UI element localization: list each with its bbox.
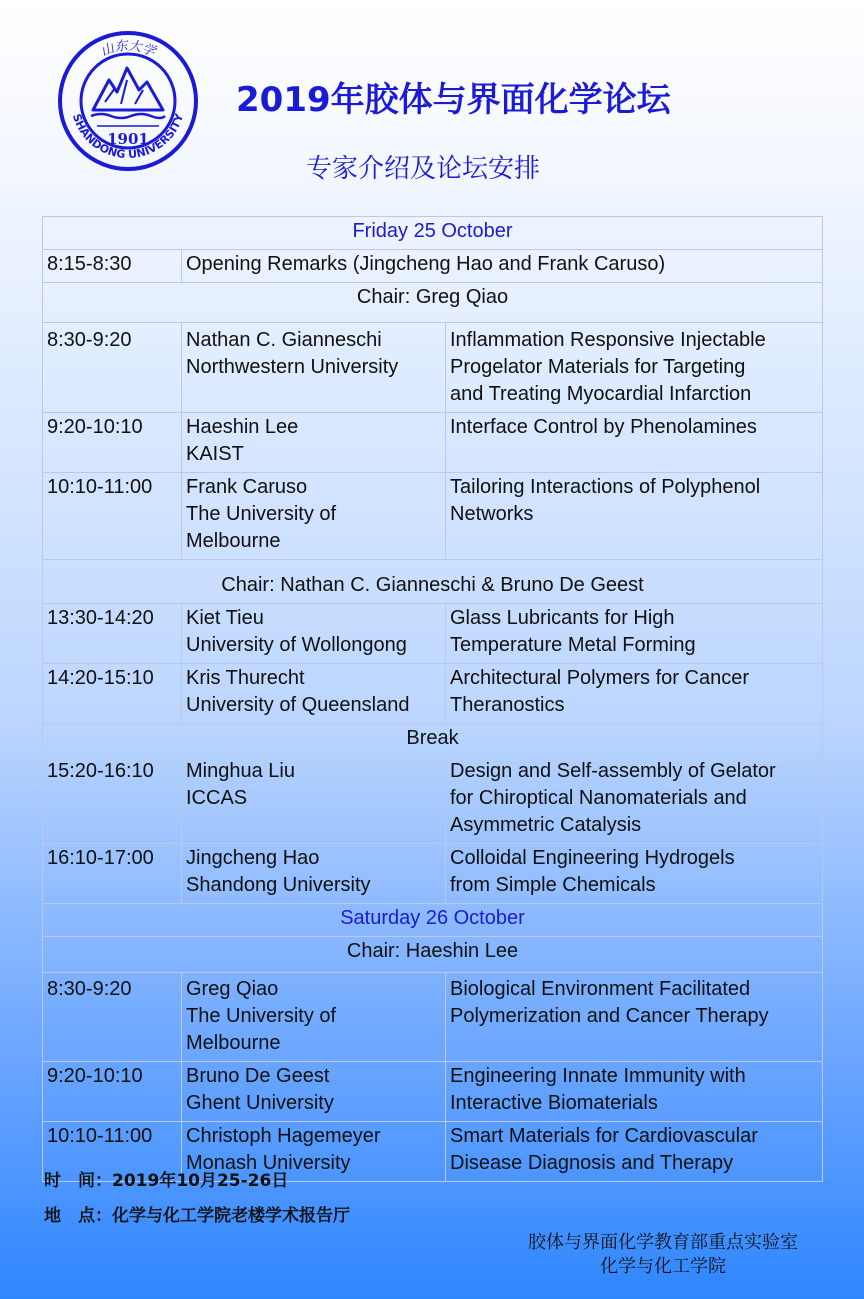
- event-time: [44, 1166, 288, 1191]
- session-time: 14:20-15:10: [43, 664, 182, 724]
- day-header-row: [43, 217, 823, 250]
- speaker-name: Greg Qiao: [186, 978, 279, 1000]
- speaker-cell: [182, 604, 446, 664]
- mountain-icon: [93, 68, 163, 110]
- talk-title-cell: [446, 844, 823, 904]
- talk-title-cell: [446, 604, 823, 664]
- speaker-affiliation: Ghent University: [186, 1092, 334, 1114]
- speaker-cell: [182, 323, 446, 413]
- table-row: [43, 1062, 823, 1122]
- event-time-label: 时 间：: [44, 1171, 112, 1191]
- speaker-name: Frank Caruso: [186, 476, 308, 498]
- chair-row: [43, 937, 823, 973]
- speaker-affiliation: Melbourne: [186, 530, 281, 552]
- talk-title-line: Interactive Biomaterials: [450, 1092, 658, 1114]
- talk-title-line: Disease Diagnosis and Therapy: [450, 1152, 734, 1174]
- talk-title-line: Glass Lubricants for High: [450, 607, 675, 629]
- event-place-value: 化学与化工学院老楼学术报告厅: [112, 1206, 350, 1226]
- speaker-cell: [182, 1062, 446, 1122]
- session-chair: Chair: Haeshin Lee: [43, 937, 823, 973]
- session-chair: Chair: Nathan C. Gianneschi & Bruno De Geest: [43, 560, 823, 604]
- organizer-school: 化学与化工学院: [600, 1256, 726, 1277]
- table-row: [43, 757, 823, 844]
- talk-title-line: Interface Control by Phenolamines: [450, 416, 757, 438]
- chair-row: [43, 283, 823, 323]
- speaker-name: Minghua Liu: [186, 760, 295, 782]
- speaker-cell: [182, 473, 446, 560]
- table-row: [43, 664, 823, 724]
- speaker-cell: [182, 664, 446, 724]
- speaker-name: Jingcheng Hao: [186, 847, 320, 869]
- speaker-affiliation: The University of: [186, 1005, 337, 1027]
- break-label: Break: [43, 724, 823, 757]
- day-header: Saturday 26 October: [43, 904, 823, 937]
- talk-title-cell: [446, 664, 823, 724]
- talk-title-line: Progelator Materials for Targeting: [450, 356, 746, 378]
- talk-title-cell: [446, 1062, 823, 1122]
- page-subtitle: 专家介绍及论坛安排: [306, 154, 541, 184]
- logo-text-bottom: SHANDONG UNIVERSITY: [69, 112, 187, 162]
- speaker-name: Bruno De Geest: [186, 1065, 330, 1087]
- session-time: 15:20-16:10: [43, 757, 182, 844]
- day-header: Friday 25 October: [43, 217, 823, 250]
- speaker-affiliation: University of Queensland: [186, 694, 410, 716]
- chair-row: [43, 560, 823, 604]
- speaker-affiliation: KAIST: [186, 443, 244, 465]
- event-time-value: 2019年10月25-26日: [112, 1171, 289, 1191]
- organizer-lab: 胶体与界面化学教育部重点实验室: [528, 1232, 798, 1253]
- table-row: [43, 973, 823, 1062]
- talk-title-cell: [446, 473, 823, 560]
- session-chair: Chair: Greg Qiao: [43, 283, 823, 323]
- table-row: [43, 250, 823, 283]
- speaker-affiliation: Monash University: [186, 1152, 351, 1174]
- page-title: 2019年胶体与界面化学论坛: [236, 80, 671, 120]
- talk-title-line: from Simple Chemicals: [450, 874, 656, 896]
- talk-title-line: Design and Self-assembly of Gelator: [450, 760, 776, 782]
- talk-title-line: Engineering Innate Immunity with: [450, 1065, 746, 1087]
- talk-title-line: Biological Environment Facilitated: [450, 978, 751, 1000]
- event-place: [44, 1201, 350, 1226]
- session-time: 8:30-9:20: [43, 973, 182, 1062]
- talk-title-line: Theranostics: [450, 694, 565, 716]
- speaker-cell: [182, 757, 446, 844]
- talk-title-cell: [446, 973, 823, 1062]
- speaker-name: Haeshin Lee: [186, 416, 299, 438]
- session-title: Opening Remarks (Jingcheng Hao and Frank Caruso): [182, 250, 823, 283]
- speaker-cell: [182, 973, 446, 1062]
- table-row: [43, 473, 823, 560]
- schedule-table: [42, 216, 823, 1182]
- talk-title-cell: [446, 413, 823, 473]
- speaker-cell: [182, 413, 446, 473]
- session-time: 8:30-9:20: [43, 323, 182, 413]
- speaker-affiliation: Melbourne: [186, 1032, 281, 1054]
- session-time: 9:20-10:10: [43, 1062, 182, 1122]
- talk-title-cell: [446, 757, 823, 844]
- logo-text-top: 山东大学: [98, 38, 158, 60]
- break-row: [43, 724, 823, 757]
- talk-title-line: Networks: [450, 503, 534, 525]
- logo-year: 1901: [107, 130, 149, 148]
- speaker-affiliation: University of Wollongong: [186, 634, 407, 656]
- svg-text:山东大学: [99, 38, 159, 60]
- talk-title-line: Colloidal Engineering Hydrogels: [450, 847, 735, 869]
- session-time: 13:30-14:20: [43, 604, 182, 664]
- speaker-name: Nathan C. Gianneschi: [186, 329, 382, 351]
- talk-title-line: Inflammation Responsive Injectable: [450, 329, 766, 351]
- talk-title-line: Tailoring Interactions of Polyphenol: [450, 476, 761, 498]
- talk-title-line: Smart Materials for Cardiovascular: [450, 1125, 758, 1147]
- university-logo: [57, 30, 199, 172]
- speaker-name: Kiet Tieu: [186, 607, 264, 629]
- talk-title-cell: [446, 1122, 823, 1182]
- session-time: 10:10-11:00: [43, 1122, 182, 1182]
- talk-title-line: Asymmetric Catalysis: [450, 814, 642, 836]
- speaker-name: Kris Thurecht: [186, 667, 305, 689]
- session-time: 16:10-17:00: [43, 844, 182, 904]
- table-row: [43, 604, 823, 664]
- event-place-label: 地 点：: [44, 1206, 112, 1226]
- talk-title-line: and Treating Myocardial Infarction: [450, 383, 752, 405]
- speaker-name: Christoph Hagemeyer: [186, 1125, 381, 1147]
- table-row: [43, 323, 823, 413]
- speaker-affiliation: The University of: [186, 503, 337, 525]
- talk-title-line: Architectural Polymers for Cancer: [450, 667, 749, 689]
- session-time: 8:15-8:30: [43, 250, 182, 283]
- speaker-affiliation: Shandong University: [186, 874, 371, 896]
- talk-title-line: for Chiroptical Nanomaterials and: [450, 787, 747, 809]
- talk-title-line: Temperature Metal Forming: [450, 634, 696, 656]
- day-header-row: [43, 904, 823, 937]
- session-time: 10:10-11:00: [43, 473, 182, 560]
- speaker-affiliation: ICCAS: [186, 787, 248, 809]
- session-time: 9:20-10:10: [43, 413, 182, 473]
- table-row: [43, 844, 823, 904]
- table-row: [43, 413, 823, 473]
- talk-title-line: Polymerization and Cancer Therapy: [450, 1005, 769, 1027]
- speaker-affiliation: Northwestern University: [186, 356, 399, 378]
- water-wave-icon: [91, 114, 165, 118]
- speaker-cell: [182, 844, 446, 904]
- talk-title-cell: [446, 323, 823, 413]
